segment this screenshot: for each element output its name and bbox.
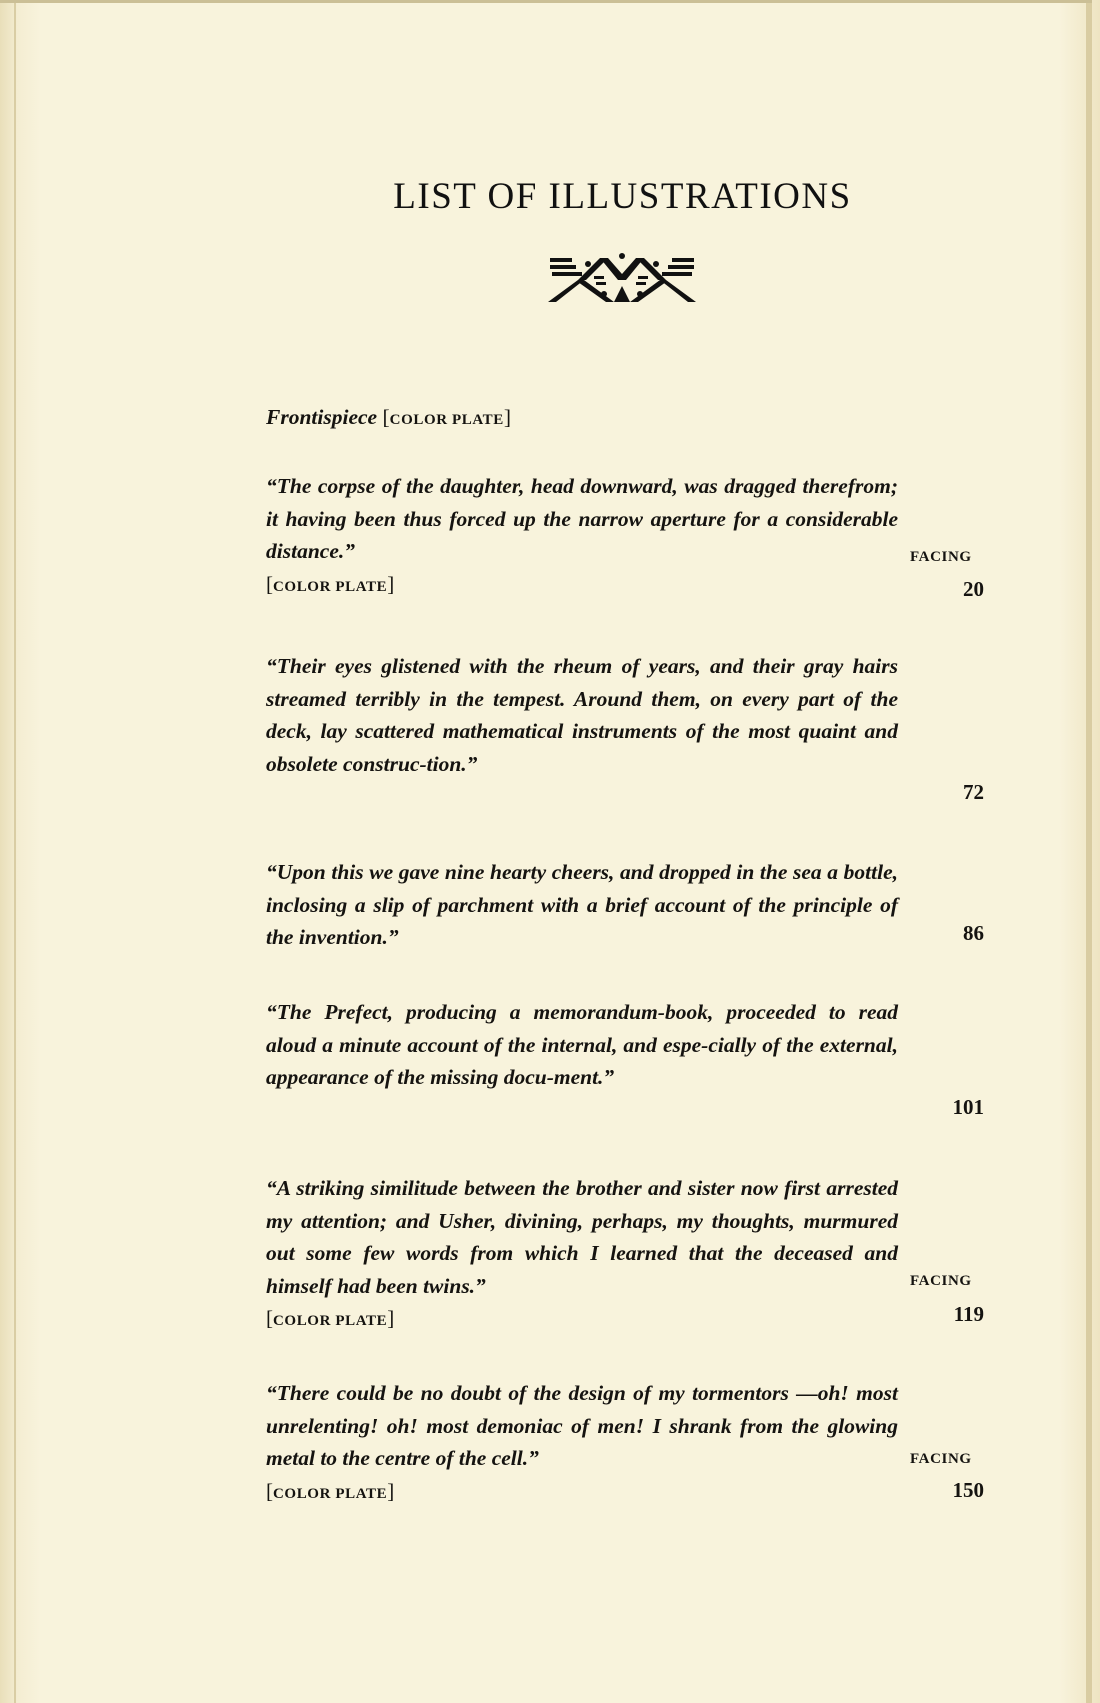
frontispiece-plate-tag: [COLOR PLATE]	[382, 405, 512, 429]
illustration-caption: “Their eyes glistened with the rheum of years, and their gray hairs streamed terribly in the tempest. Around them, on every part of the deck, lay scattered mathematical instruments of the most quaint and obsolete construc-tion.”	[266, 654, 898, 776]
frontispiece-entry	[266, 401, 511, 436]
binding-gutter	[14, 0, 16, 1703]
page-number: 101	[952, 1095, 984, 1119]
illustration-entry	[266, 470, 898, 603]
facing-label: FACING	[910, 549, 972, 565]
page-top-edge	[0, 0, 1092, 3]
facing-label: FACING	[910, 1273, 972, 1289]
illustration-entry	[266, 856, 898, 954]
illustration-caption: “A striking similitude between the brother and sister now first arrested my attention; and Usher, divining, perhaps, my thoughts, murmured out some few words from which I learned that the deceased and himself had been twins.”	[266, 1176, 898, 1298]
page-number: 20	[963, 577, 984, 601]
page-title: LIST OF ILLUSTRATIONS	[393, 176, 852, 217]
color-plate-tag: [COLOR PLATE]	[266, 1306, 395, 1330]
illustration-caption: “The corpse of the daughter, head downward, was dragged therefrom; it having been thus forced up the narrow aperture for a considerable distance.”	[266, 474, 898, 563]
page-number: 119	[953, 1302, 984, 1326]
page-number: 72	[963, 780, 984, 804]
illustration-entry	[266, 996, 898, 1094]
illustration-entry	[266, 650, 898, 780]
color-plate-tag: [COLOR PLATE]	[266, 1478, 395, 1503]
page-number: 150	[952, 1478, 984, 1502]
facing-label: FACING	[910, 1451, 972, 1467]
frontispiece-label: Frontispiece	[266, 405, 378, 429]
decorative-fleuron-icon	[548, 250, 696, 306]
illustration-caption: “There could be no doubt of the design of my tormentors —oh! most unrelenting! oh! most demoniac of men! I shrank from the glowing metal to the centre of the cell.”	[266, 1381, 898, 1470]
illustration-entry	[266, 1172, 898, 1337]
illustration-caption: “Upon this we gave nine hearty cheers, and dropped in the sea a bottle, inclosing a slip of parchment with a brief account of the principle of the invention.”	[266, 860, 898, 949]
page-number: 86	[963, 921, 984, 945]
color-plate-tag: [COLOR PLATE]	[266, 571, 395, 596]
illustration-caption: “The Prefect, producing a memorandum-book, proceeded to read aloud a minute account of the internal, and espe-cially of the external, appearance of the missing docu-ment.”	[266, 1000, 898, 1089]
illustration-entry	[266, 1377, 898, 1510]
